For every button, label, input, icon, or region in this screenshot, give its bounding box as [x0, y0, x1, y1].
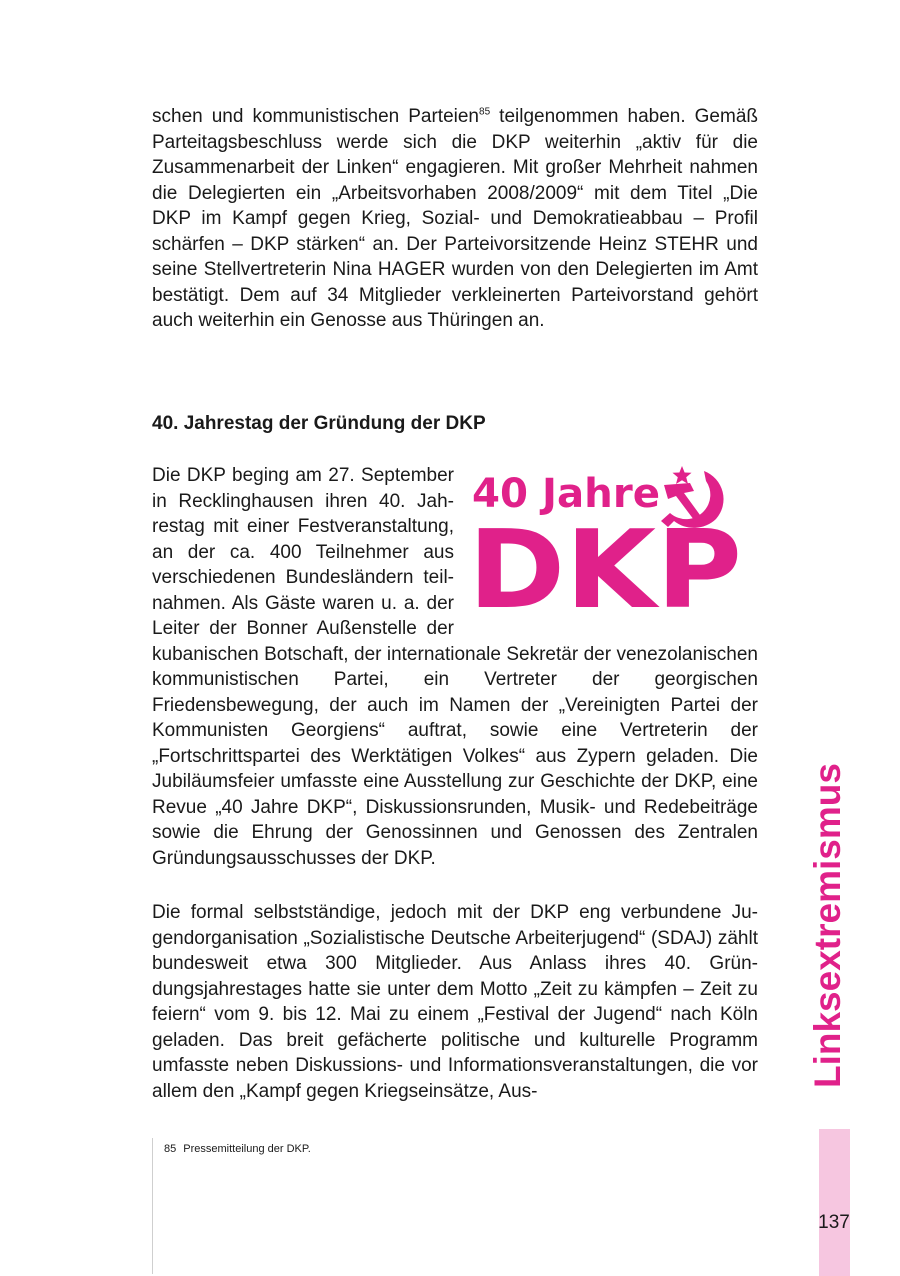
section-heading: 40. Jahrestag der Gründung der DKP	[152, 413, 486, 434]
footnote-reference[interactable]: 85	[479, 106, 491, 118]
footnote-rule	[152, 1138, 153, 1274]
dkp-anniversary-logo	[468, 463, 758, 613]
paragraph-anniversary	[152, 463, 758, 871]
paragraph-intro	[152, 104, 758, 334]
footnote	[164, 1142, 311, 1156]
logo-line-dkp: DKP	[468, 508, 742, 613]
logo-line-40-jahre: 40 Jahre	[472, 471, 660, 517]
page-number: 137	[818, 1212, 850, 1233]
paragraph-sdaj: Die formal selbstständige, jedoch mit der DKP eng verbundene Jugendorganisation „Sozialistische Deutsche Arbeiterjugend“ (SDAJ) zählt bundesweit etwa 300 Mitglieder. Aus Anlass ihres 40. Gründungsjahrestages hatte sie unter dem Motto „Zeit zu kämpfen – Zeit zu feiern“ vom 9. bis 12. Mai zu einem „Festival der Jugend“ nach Köln geladen. Das breit gefächerte politische und kulturelle Programm umfasste neben Diskussions- und Informationsveranstaltungen, die vor allem den „Kampf gegen Kriegseinsätze, Aus-	[152, 902, 758, 1102]
sidebar-section-title: Linksextremismus	[807, 763, 848, 1088]
footnote-text: Pressemitteilung der DKP.	[183, 1143, 311, 1155]
dkp-logo-graphic	[468, 463, 758, 613]
paragraph-anniversary-text: Die DKP beging am 27. September in Recklinghausen ihren 40. Jahrestag mit einer Festveranstaltung, an der ca. 400 Teilnehmer aus verschiedenen Bundesländern teilnahmen. Als Gäste waren u. a. der Leiter der Bonner Außenstelle der kubanischen Botschaft, der internationale Sekretär der venezolanischen kommunistischen Partei, ein Vertreter der georgischen Friedensbewegung, der auch im Namen der „Vereinigten Partei der Kommunisten Georgiens“ auftrat, sowie eine Vertreterin der „Fortschrittspartei des Werktätigen Volkes“ aus Zypern geladen. Die Jubiläumsfeier umfasste eine Ausstellung zur Geschichte der DKP, eine Revue „40 Jahre DKP“, Diskussionsrunden, Musik- und Redebeiträge sowie die Ehrung der Genossinnen und Genossen des Zentralen Gründungsausschusses der DKP.	[152, 465, 758, 869]
paragraph-intro-start: schen und kommunistischen Parteien	[152, 106, 480, 127]
paragraph-intro-rest: teilgenommen haben. Gemäß Parteitagsbeschluss werde sich die DKP weiterhin „aktiv für die Zusammenarbeit der Linken“ engagieren. Mit großer Mehrheit nahmen die Delegierten ein „Arbeitsvorhaben 2008/2009“ mit dem Titel „Die DKP im Kampf gegen Krieg, Sozial- und Demokratieabbau – Profil schärfen – DKP stärken“ an. Der Parteivorsitzende Heinz STEHR und seine Stellvertreterin Nina HAGER wurden von den Delegierten im Amt bestätigt. Dem auf 34 Mitglieder verkleinerten Parteivorstand gehört auch weiterhin ein Genosse aus Thüringen an.	[152, 106, 758, 331]
page-tab	[819, 1129, 850, 1276]
footnote-number: 85	[164, 1143, 177, 1155]
